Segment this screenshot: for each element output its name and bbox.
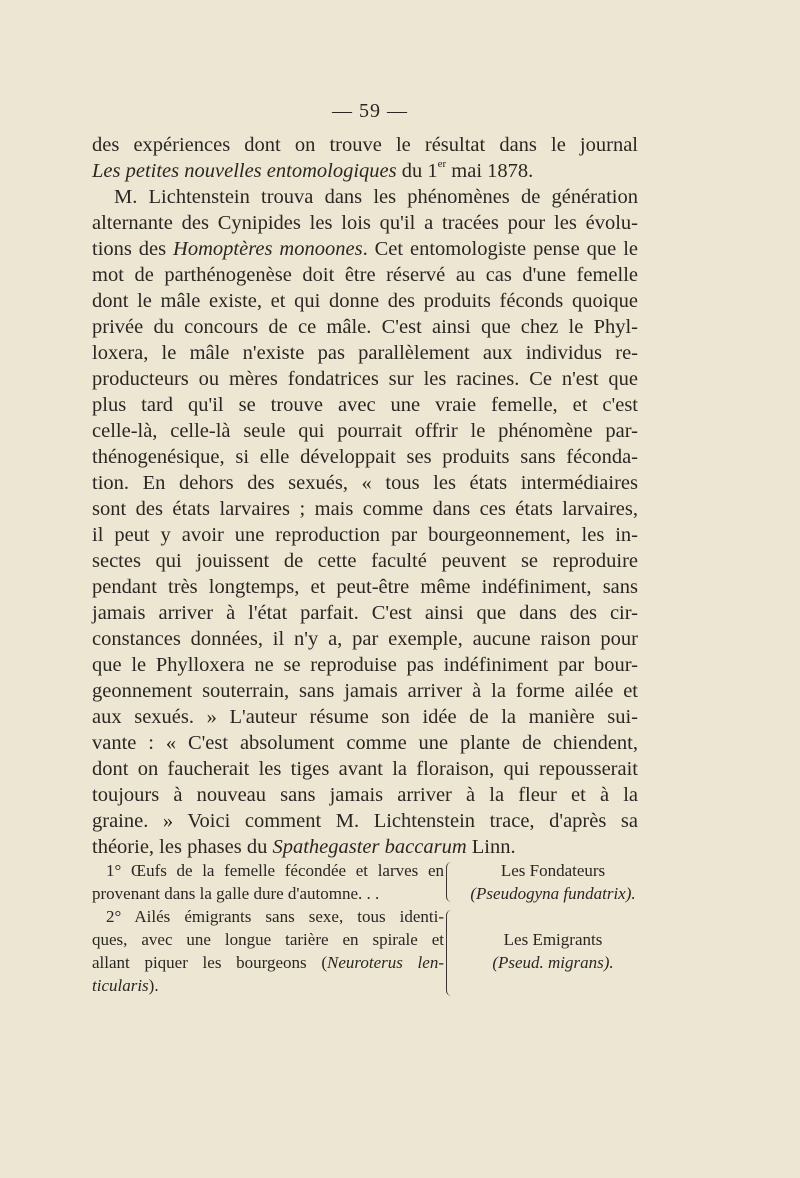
phase-taxon: (Pseud. migrans). — [492, 953, 614, 972]
table-line — [92, 860, 444, 882]
phase-name: Les Emigrants — [503, 930, 603, 949]
text-line: constances données, il n'y a, par exemple, aucune raison pour — [92, 628, 638, 650]
text-fragment: du 1 — [396, 160, 438, 182]
text-line: il peut y avoir une reproduction par bourgeonnement, les in- — [92, 524, 638, 546]
taxon-name: Spathegaster baccarum — [272, 836, 467, 858]
text-line: sectes qui jouissent de cette faculté peuvent se reproduire — [92, 550, 638, 572]
text-line — [92, 184, 638, 210]
text-line: plus tard qu'il se trouve avec une vraie femelle, et c'est — [92, 394, 638, 416]
text-line: pendant très longtemps, et peut-être même indéfiniment, sans — [92, 576, 638, 598]
text-fragment: Linn. — [466, 836, 516, 858]
text-line: dont on faucherait les tiges avant la floraison, qui repousserait — [92, 758, 638, 780]
journal-title: Les petites nouvelles entomologiques — [92, 160, 397, 182]
text-line: mot de parthénogenèse doit être réservé au cas d'une femelle — [92, 264, 638, 286]
text-line: sont des états larvaires ; mais comme dans ces états larvaires, — [92, 498, 638, 520]
text-fragment: tions des — [92, 238, 174, 260]
text-line: celle-là, celle-là seule qui pourrait offrir le phénomène par- — [92, 420, 638, 442]
table-line — [92, 906, 444, 928]
text-line: producteurs ou mères fondatrices sur les racines. Ce n'est que — [92, 368, 638, 390]
taxon-name: Homoptères monoones — [173, 238, 363, 260]
text-line: dont le mâle existe, et qui donne des produits féconds quoique — [92, 290, 638, 312]
text-line: des expériences dont on trouve le résultat dans le journal — [92, 134, 638, 156]
text-line — [92, 158, 638, 184]
text-line: graine. » Voici comment M. Lichtenstein trace, d'après sa — [92, 810, 638, 832]
table-line: ques, avec une longue tarière en spirale et — [92, 930, 444, 949]
phase-name: Les Fondateurs — [500, 861, 606, 880]
phase-taxon: (Pseudogyna fundatrix). — [470, 884, 636, 903]
table-line — [92, 975, 444, 997]
text-line — [92, 236, 638, 262]
text-line: aux sexués. » L'auteur résume son idée de la manière sui- — [92, 706, 638, 728]
text-line: thénogenésique, si elle développait ses produits sans féconda- — [92, 446, 638, 468]
taxon-name: ticularis — [92, 976, 149, 995]
text-fragment: . Cet entomologiste pense que le — [362, 238, 638, 260]
text-line: vante : « C'est absolument comme une plante de chiendent, — [92, 732, 638, 754]
table-line: provenant dans la galle dure d'automne. . . — [92, 884, 380, 903]
text-fragment: 2° Ailés émigrants sans sexe, tous identi- — [106, 907, 444, 926]
main-paragraph — [92, 132, 638, 860]
text-line: geonnement souterrain, sans jamais arriver à la forme ailée et — [92, 680, 638, 702]
text-line: privée du concours de ce mâle. C'est ainsi que chez le Phyl- — [92, 316, 638, 338]
text-fragment: théorie, les phases du — [92, 836, 273, 858]
page-number: — 59 — — [332, 100, 408, 122]
taxon-name: Neuroterus len- — [327, 953, 444, 972]
superscript: er — [437, 158, 447, 170]
text-line: loxera, le mâle n'existe pas parallèlement aux individus re- — [92, 342, 638, 364]
text-line — [92, 834, 638, 860]
text-line: alternante des Cynipides les lois qu'il a tracées pour les évolu- — [92, 212, 638, 234]
text-fragment: M. Lichtenstein trouva dans les phénomènes de génération — [114, 186, 638, 208]
text-line: tion. En dehors des sexués, « tous les états intermédiaires — [92, 472, 638, 494]
text-fragment: ). — [148, 976, 159, 995]
text-line: jamais arriver à l'état parfait. C'est ainsi que dans des cir- — [92, 602, 638, 624]
text-fragment: mai 1878. — [446, 160, 534, 182]
text-fragment: allant piquer les bourgeons ( — [92, 953, 327, 972]
text-line: toujours à nouveau sans jamais arriver à la fleur et à la — [92, 784, 638, 806]
text-line: que le Phylloxera ne se reproduise pas indéfiniment par bour- — [92, 654, 638, 676]
table-line — [92, 952, 444, 974]
text-fragment: 1° Œufs de la femelle fécondée et larves en — [106, 861, 444, 880]
